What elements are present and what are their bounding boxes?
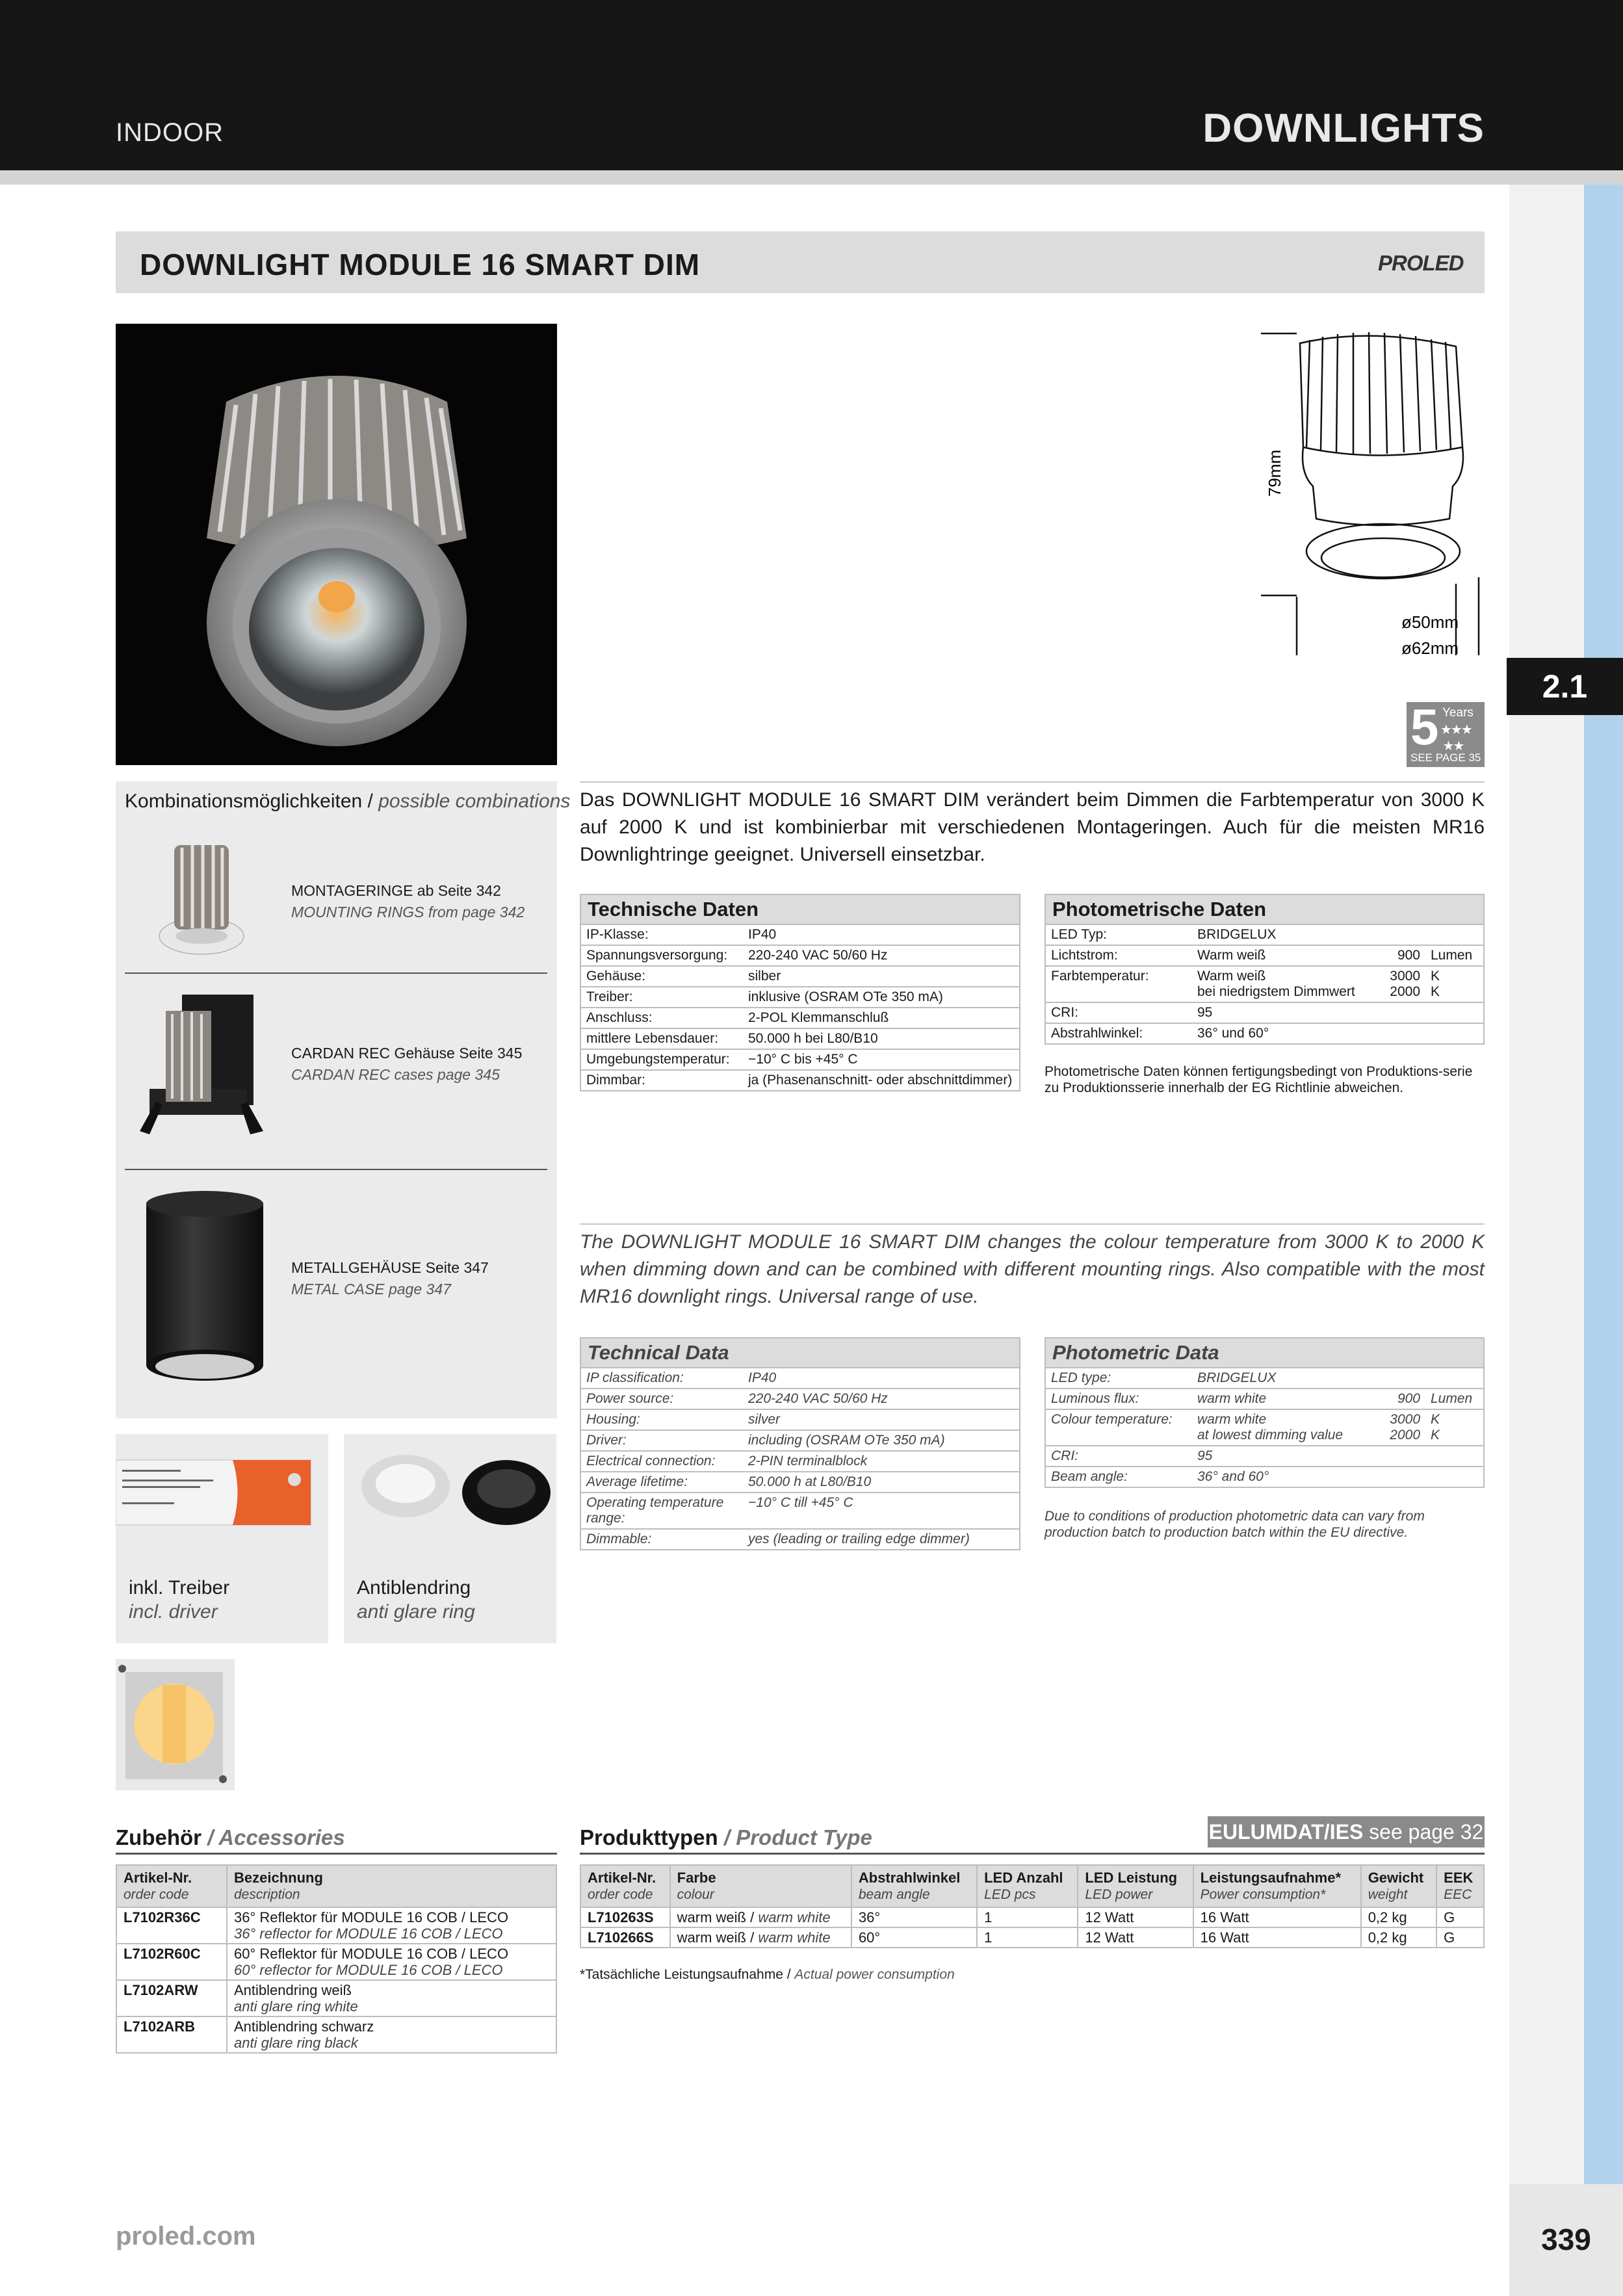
combination-label-en: MOUNTING RINGS from page 342 [291,904,525,920]
chapter-color-strip [1584,185,1623,2184]
table-cell: CRI: [1045,1446,1192,1467]
table-cell: including (OSRAM OTe 350 mA) [743,1430,1020,1451]
table-row [1045,1368,1484,1389]
table-cell: K K [1425,1409,1484,1446]
table-row [580,1493,1020,1529]
table-row [1045,945,1484,966]
dimension-drawing [1241,324,1488,668]
accessories-table [116,1864,557,2054]
section-rule [580,781,1485,783]
table-cell: warm weiß / warm white [670,1907,851,1927]
table-cell: L7102R60C [116,1944,227,1980]
photometric-data-de [1045,894,1485,1045]
combination-label-en: METAL CASE page 347 [291,1281,451,1298]
combination-separator [125,972,547,974]
table-row [580,1451,1020,1472]
table-cell: Luminous flux: [1045,1389,1192,1409]
table-cell: Farbtemperatur: [1045,966,1192,1002]
website-link[interactable]: proled.com [116,2222,256,2250]
description-de: Das DOWNLIGHT MODULE 16 SMART DIM verändert beim Dimmen die Farbtemperatur von 3000 K auf 2000 K und ist kombinierbar mit verschiedenen Montageringen. Auch für die meisten MR16 Downlightringe geeignet. Universell einsetzbar. [580,789,1485,865]
product-types-title: Produkttypen / Product Type [580,1825,872,1849]
table-cell: 220-240 VAC 50/60 Hz [743,1389,1020,1409]
table-cell: 900 [1384,1389,1425,1409]
mounting-ring-image [149,839,253,962]
table-cell: ja (Phasenanschnitt- oder abschnittdimmer) [743,1070,1020,1091]
table-row [1045,1446,1484,1467]
table-cell: Warm weiß [1192,945,1384,966]
photometric-note-en: Due to conditions of production photometric data can vary from production batch to production batch within the EU directive. [1045,1509,1425,1540]
combinations-title: Kombinationsmöglichkeiten / possible combinations [125,790,571,812]
table-cell: G [1436,1927,1484,1948]
table-row [580,1028,1020,1049]
table-row [116,2016,556,2053]
table-cell: Treiber: [580,987,743,1008]
table-row [580,945,1020,966]
table-row [1045,1409,1484,1446]
technical-data-en-title: Technical Data [580,1338,1020,1368]
table-cell: BRIDGELUX [1192,1368,1484,1389]
table-cell: 16 Watt [1193,1927,1361,1948]
table-row [580,1529,1020,1550]
table-row [580,966,1020,987]
table-cell: 3000 2000 [1384,966,1425,1002]
technical-data-de [580,894,1020,1091]
table-header-cell: Farbe colour [670,1865,851,1907]
table-cell: 2-PIN terminalblock [743,1451,1020,1472]
table-cell: IP40 [743,1368,1020,1389]
table-cell: L7102ARB [116,2016,227,2053]
photometric-data-de-title: Photometrische Daten [1045,894,1484,924]
table-cell: L7102R36C [116,1907,227,1944]
cob-led-image [116,1659,235,1790]
section-label: INDOOR [116,118,224,147]
photometric-data-en-title: Photometric Data [1045,1338,1484,1368]
table-row [580,924,1020,945]
warranty-years-label: Years [1442,706,1474,720]
table-cell: IP40 [743,924,1020,945]
anti-glare-ring-image [344,1441,556,1558]
warranty-see-page: SEE PAGE 35 [1410,751,1481,764]
chapter-tab[interactable]: 2.1 [1507,658,1623,715]
table-row [116,1980,556,2016]
table-row [1045,1389,1484,1409]
table-cell: Umgebungstemperatur: [580,1049,743,1070]
tile-driver [116,1434,328,1643]
table-cell: yes (leading or trailing edge dimmer) [743,1529,1020,1550]
section-rule [580,1223,1485,1225]
star-icon: ★★★ ★★ [1440,723,1472,753]
warranty-years-number: 5 [1410,698,1439,755]
combination-label-en: CARDAN REC cases page 345 [291,1066,500,1083]
technical-data-en [580,1337,1020,1550]
table-cell: 0,2 kg [1361,1907,1436,1927]
table-cell: Lumen [1425,1389,1484,1409]
photometric-data-en [1045,1337,1485,1488]
table-cell: Spannungsversorgung: [580,945,743,966]
table-cell: G [1436,1907,1484,1927]
product-footnote: *Tatsächliche Leistungsaufnahme / Actual power consumption [580,1967,955,1982]
table-header-cell: EEK EEC [1436,1865,1484,1907]
combination-item-cardan-rec[interactable] [291,1043,522,1086]
table-cell: 50.000 h at L80/B10 [743,1472,1020,1493]
downlight-module-image [116,324,557,765]
table-cell: 60° [851,1927,977,1948]
tile-anti-glare [344,1434,556,1643]
table-row [580,1927,1484,1948]
table-row [1045,1023,1484,1044]
table-row [580,987,1020,1008]
header-underline [0,170,1623,185]
table-cell: Lumen [1425,945,1484,966]
table-cell: warm white [1192,1389,1384,1409]
table-cell: Average lifetime: [580,1472,743,1493]
table-row [580,1049,1020,1070]
tile-driver-label: inkl. Treiber incl. driver [129,1577,230,1623]
table-cell: 12 Watt [1078,1907,1193,1927]
table-cell: 2-POL Klemmanschluß [743,1008,1020,1028]
photometric-note-de: Photometrische Daten können fertigungsbedingt von Produktions-serie zu Produktionsserie innerhalb der EG Richtlinie abweichen. [1045,1064,1473,1095]
table-cell: inklusive (OSRAM OTe 350 mA) [743,987,1020,1008]
table-cell: Gehäuse: [580,966,743,987]
table-row [1045,1002,1484,1023]
table-cell: Warm weiß bei niedrigstem Dimmwert [1192,966,1384,1002]
table-row [1045,966,1484,1002]
table-cell: Dimmbar: [580,1070,743,1091]
product-title: DOWNLIGHT MODULE 16 SMART DIM [140,248,701,281]
table-cell: Electrical connection: [580,1451,743,1472]
table-cell: Anschluss: [580,1008,743,1028]
table-cell: −10° C till +45° C [743,1493,1020,1529]
accessories-rule [116,1853,557,1855]
table-cell: 36° und 60° [1192,1023,1484,1044]
table-cell: silver [743,1409,1020,1430]
table-header-cell: LED Leistung LED power [1078,1865,1193,1907]
table-cell: Housing: [580,1409,743,1430]
table-cell: 1 [977,1907,1078,1927]
table-cell: IP-Klasse: [580,924,743,945]
table-cell: LED Typ: [1045,924,1192,945]
table-cell: Colour temperature: [1045,1409,1192,1446]
table-row [116,1944,556,1980]
table-cell: mittlere Lebensdauer: [580,1028,743,1049]
table-header-cell: Leistungsaufnahme* Power consumption* [1193,1865,1361,1907]
table-cell: 50.000 h bei L80/B10 [743,1028,1020,1049]
table-cell: 220-240 VAC 50/60 Hz [743,945,1020,966]
table-cell: CRI: [1045,1002,1192,1023]
table-cell: LED type: [1045,1368,1192,1389]
table-row [580,1409,1020,1430]
combination-label-de: METALLGEHÄUSE Seite 347 [291,1259,489,1276]
table-cell: warm weiß / warm white [670,1927,851,1948]
table-cell: L710266S [580,1927,670,1948]
table-header-cell: Abstrahlwinkel beam angle [851,1865,977,1907]
accessories-title: Zubehör / Accessories [116,1825,345,1849]
table-cell: Antiblendring schwarz anti glare ring black [227,2016,556,2053]
category-title: DOWNLIGHTS [1202,106,1485,151]
table-row [580,1430,1020,1451]
driver-image [116,1441,328,1558]
table-cell: Power source: [580,1389,743,1409]
table-header-cell: Gewicht weight [1361,1865,1436,1907]
table-cell: Abstrahlwinkel: [1045,1023,1192,1044]
technical-drawing [1241,324,1488,668]
table-row [580,1472,1020,1493]
table-cell: 0,2 kg [1361,1927,1436,1948]
table-cell: 3000 2000 [1384,1409,1425,1446]
table-cell: 95 [1192,1446,1484,1467]
table-cell: 36° [851,1907,977,1927]
combination-label-de: MONTAGERINGE ab Seite 342 [291,882,501,899]
table-header-cell: Bezeichnung description [227,1865,556,1907]
table-cell: 36° and 60° [1192,1467,1484,1487]
table-cell: Beam angle: [1045,1467,1192,1487]
table-row [580,1070,1020,1091]
table-row [1045,924,1484,945]
table-cell: −10° C bis +45° C [743,1049,1020,1070]
table-cell: Dimmable: [580,1529,743,1550]
diameter-inner-label: ø50mm [1401,612,1459,632]
eulumdat-link[interactable]: EULUMDAT/IES see page 32 [1208,1816,1485,1847]
table-cell: Driver: [580,1430,743,1451]
tile-anti-glare-label: Antiblendring anti glare ring [357,1577,475,1623]
table-cell: Antiblendring weiß anti glare ring white [227,1980,556,2016]
metal-case-image [143,1190,266,1391]
table-cell: L710263S [580,1907,670,1927]
table-row [580,1008,1020,1028]
combination-label-de: CARDAN REC Gehäuse Seite 345 [291,1045,523,1062]
diameter-outer-label: ø62mm [1401,638,1459,658]
table-cell: Operating temperature range: [580,1493,743,1529]
table-cell: 16 Watt [1193,1907,1361,1927]
table-cell: warm white at lowest dimming value [1192,1409,1384,1446]
table-cell: IP classification: [580,1368,743,1389]
table-cell: BRIDGELUX [1192,924,1484,945]
product-photo [116,324,557,765]
table-cell: 900 [1384,945,1425,966]
combination-item-metal-case[interactable] [291,1257,489,1300]
table-cell: Lichtstrom: [1045,945,1192,966]
warranty-badge[interactable] [1407,698,1485,767]
page-number: 339 [1541,2223,1591,2256]
product-types-rule [580,1853,1485,1855]
combination-item-mounting-rings[interactable] [291,880,525,923]
table-row [116,1907,556,1944]
cardan-rec-image [136,991,266,1147]
combination-separator [125,1169,547,1170]
table-cell: K K [1425,966,1484,1002]
table-cell: 36° Reflektor für MODULE 16 COB / LECO 36° reflector for MODULE 16 COB / LECO [227,1907,556,1944]
technical-data-de-title: Technische Daten [580,894,1020,924]
product-types-table [580,1864,1485,1948]
table-header-cell: LED Anzahl LED pcs [977,1865,1078,1907]
table-cell: 60° Reflektor für MODULE 16 COB / LECO 60° reflector for MODULE 16 COB / LECO [227,1944,556,1980]
description-en: The DOWNLIGHT MODULE 16 SMART DIM changes the colour temperature from 3000 K to 2000 K when dimming down and can be combined with different mounting rings. Also compatible with the most MR16 downlight rings. Universal range of use. [580,1231,1485,1307]
table-row [1045,1467,1484,1487]
table-row [580,1368,1020,1389]
brand-logo: PROLED [1378,251,1464,275]
table-cell: 95 [1192,1002,1484,1023]
table-cell: 1 [977,1927,1078,1948]
table-cell: silber [743,966,1020,987]
table-row [580,1389,1020,1409]
table-cell: L7102ARW [116,1980,227,2016]
table-header-cell: Artikel-Nr. order code [580,1865,670,1907]
table-cell: 12 Watt [1078,1927,1193,1948]
height-label: 79mm [1265,449,1284,497]
table-header-cell: Artikel-Nr. order code [116,1865,227,1907]
table-row [580,1907,1484,1927]
